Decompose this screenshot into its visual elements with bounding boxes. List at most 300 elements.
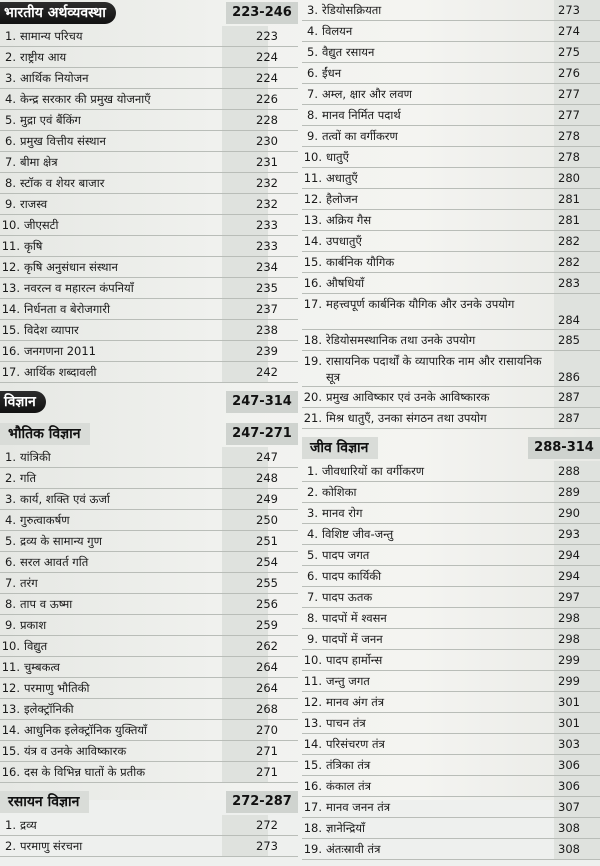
entry-page-number: 228 bbox=[256, 113, 278, 127]
entry-title: आर्थिक नियोजन bbox=[20, 71, 89, 85]
index-entry bbox=[302, 503, 600, 524]
index-entry bbox=[0, 26, 298, 47]
entry-page-number: 277 bbox=[558, 108, 580, 122]
entry-title: सामान्य परिचय bbox=[20, 29, 83, 43]
entry-title: विलयन bbox=[322, 24, 353, 38]
entry-page-number: 251 bbox=[256, 534, 278, 548]
index-entry bbox=[0, 89, 298, 110]
index-entry bbox=[0, 594, 298, 615]
entry-page-number: 233 bbox=[256, 239, 278, 253]
entry-title: पादपों में श्वसन bbox=[322, 611, 387, 625]
left-column bbox=[0, 0, 298, 863]
section-page-range: 223-246 bbox=[226, 2, 298, 24]
entry-title: बीमा क्षेत्र bbox=[20, 155, 58, 169]
index-entry bbox=[0, 152, 298, 173]
index-entry bbox=[0, 531, 298, 552]
entry-number: 4. bbox=[5, 513, 16, 527]
section-header bbox=[0, 0, 298, 26]
entry-number: 9. bbox=[307, 129, 318, 143]
section-page-range: 272-287 bbox=[226, 791, 298, 813]
index-entry bbox=[0, 173, 298, 194]
entry-title: आधुनिक इलेक्ट्रॉनिक युक्तियाँ bbox=[24, 723, 148, 737]
entry-number: 13. bbox=[1, 702, 20, 716]
entry-title: आर्थिक शब्दावली bbox=[24, 365, 97, 379]
entry-title: जनगणना 2011 bbox=[24, 344, 96, 358]
entry-number: 4. bbox=[5, 92, 16, 106]
index-entry bbox=[302, 839, 600, 860]
entry-page-number: 278 bbox=[558, 129, 580, 143]
entry-title: पाचन तंत्र bbox=[326, 716, 366, 730]
entry-title: मानव निर्मित पदार्थ bbox=[322, 108, 401, 122]
entry-title: पादप ऊतक bbox=[322, 590, 373, 604]
entry-title: परिसंचरण तंत्र bbox=[326, 737, 385, 751]
index-entry bbox=[0, 699, 298, 720]
entry-number: 13. bbox=[1, 281, 20, 295]
index-entry bbox=[302, 566, 600, 587]
entry-number: 2. bbox=[5, 50, 16, 64]
entry-page-number: 307 bbox=[558, 800, 580, 814]
entry-number: 16. bbox=[1, 765, 20, 779]
entry-page-number: 235 bbox=[256, 281, 278, 295]
entry-number: 1. bbox=[5, 29, 16, 43]
index-entry bbox=[0, 720, 298, 741]
entry-number: 15. bbox=[303, 758, 322, 772]
entry-number: 20. bbox=[303, 390, 322, 404]
entry-page-number: 306 bbox=[558, 779, 580, 793]
section-header bbox=[0, 421, 298, 447]
entry-title: पादपों में जनन bbox=[322, 632, 383, 646]
section-page-range: 288-314 bbox=[528, 437, 600, 459]
entry-page-number: 288 bbox=[558, 464, 580, 478]
entry-number: 11. bbox=[303, 674, 322, 688]
entry-title: तरंग bbox=[20, 576, 38, 590]
entry-number: 2. bbox=[5, 839, 16, 853]
entry-page-number: 238 bbox=[256, 323, 278, 337]
entry-page-number: 293 bbox=[558, 527, 580, 541]
entry-number: 4. bbox=[307, 24, 318, 38]
entry-title: यंत्र व उनके आविष्कारक bbox=[24, 744, 127, 758]
entry-page-number: 242 bbox=[256, 365, 278, 379]
entry-title: मानव अंग तंत्र bbox=[326, 695, 385, 709]
entry-title: कोशिका bbox=[322, 485, 357, 499]
entry-number: 9. bbox=[5, 618, 16, 632]
entry-page-number: 248 bbox=[256, 471, 278, 485]
entry-number: 19. bbox=[303, 354, 322, 368]
entry-number: 9. bbox=[5, 197, 16, 211]
entry-title: सरल आवर्त गति bbox=[20, 555, 89, 569]
entry-page-number: 301 bbox=[558, 695, 580, 709]
section-page-range: 247-271 bbox=[226, 423, 298, 445]
section-entries bbox=[302, 0, 600, 429]
entry-page-number: 239 bbox=[256, 344, 278, 358]
entry-page-number: 287 bbox=[558, 411, 580, 425]
entry-page-number: 237 bbox=[256, 302, 278, 316]
entry-title: मानव जनन तंत्र bbox=[326, 800, 391, 814]
entry-number: 3. bbox=[307, 506, 318, 520]
entry-title: परमाणु भौतिकी bbox=[24, 681, 90, 695]
entry-number: 1. bbox=[5, 818, 16, 832]
entry-number: 1. bbox=[5, 450, 16, 464]
entry-title: अंतःस्रावी तंत्र bbox=[326, 842, 381, 856]
entry-number: 12. bbox=[303, 192, 322, 206]
entry-number: 5. bbox=[5, 534, 16, 548]
entry-page-number: 299 bbox=[558, 674, 580, 688]
index-entry bbox=[0, 489, 298, 510]
entry-title: अम्ल, क्षार और लवण bbox=[322, 87, 412, 101]
section-title: रसायन विज्ञान bbox=[0, 791, 89, 813]
entry-page-number: 264 bbox=[256, 660, 278, 674]
section-spacer bbox=[0, 857, 298, 863]
index-entry bbox=[302, 84, 600, 105]
entry-number: 13. bbox=[303, 716, 322, 730]
entry-number: 16. bbox=[1, 344, 20, 358]
section-title: भौतिक विज्ञान bbox=[0, 423, 90, 445]
index-entry bbox=[302, 755, 600, 776]
entry-page-number: 289 bbox=[558, 485, 580, 499]
entry-number: 21. bbox=[303, 411, 322, 425]
index-entry bbox=[0, 678, 298, 699]
entry-number: 19. bbox=[303, 842, 322, 856]
entry-page-number: 275 bbox=[558, 45, 580, 59]
entry-page-number: 283 bbox=[558, 276, 580, 290]
entry-title: चुम्बकत्व bbox=[24, 660, 60, 674]
entry-title: धातुएँ bbox=[326, 150, 349, 164]
index-entry bbox=[302, 0, 600, 21]
entry-title: इलेक्ट्रॉनिकी bbox=[24, 702, 74, 716]
entry-page-number: 284 bbox=[558, 313, 580, 327]
entry-page-number: 224 bbox=[256, 50, 278, 64]
index-entry bbox=[302, 461, 600, 482]
entry-title: पादप हार्मोन्स bbox=[326, 653, 383, 667]
entry-page-number: 271 bbox=[256, 765, 278, 779]
index-entry bbox=[302, 105, 600, 126]
entry-title: राजस्व bbox=[20, 197, 48, 211]
entry-title: पादप जगत bbox=[322, 548, 370, 562]
entry-title: रेडियोसक्रियता bbox=[322, 3, 382, 17]
entry-title: राष्ट्रीय आय bbox=[20, 50, 67, 64]
entry-page-number: 308 bbox=[558, 842, 580, 856]
entry-number: 16. bbox=[303, 276, 322, 290]
index-entry bbox=[302, 797, 600, 818]
entry-page-number: 259 bbox=[256, 618, 278, 632]
entry-number: 14. bbox=[1, 302, 20, 316]
entry-title: द्रव्य के सामान्य गुण bbox=[20, 534, 102, 548]
entry-page-number: 232 bbox=[256, 176, 278, 190]
section-entries bbox=[0, 26, 298, 383]
entry-number: 8. bbox=[307, 611, 318, 625]
entry-title: रासायनिक पदार्थों के व्यापारिक नाम और रासायनिक सूत्र bbox=[326, 354, 542, 384]
index-entry bbox=[0, 257, 298, 278]
entry-page-number: 308 bbox=[558, 821, 580, 835]
index-entry bbox=[302, 21, 600, 42]
index-entry bbox=[0, 468, 298, 489]
entry-page-number: 277 bbox=[558, 87, 580, 101]
entry-title: विशिष्ट जीव-जन्तु bbox=[322, 527, 394, 541]
entry-number: 1. bbox=[307, 464, 318, 478]
index-entry bbox=[302, 147, 600, 168]
entry-number: 3. bbox=[307, 3, 318, 17]
entry-number: 14. bbox=[303, 234, 322, 248]
section-title: जीव विज्ञान bbox=[302, 437, 378, 459]
entry-page-number: 282 bbox=[558, 255, 580, 269]
entry-number: 10. bbox=[303, 653, 322, 667]
entry-number: 7. bbox=[5, 155, 16, 169]
entry-page-number: 278 bbox=[558, 150, 580, 164]
index-entry bbox=[302, 482, 600, 503]
entry-title: कार्बनिक यौगिक bbox=[326, 255, 395, 269]
index-entry bbox=[302, 776, 600, 797]
section-header bbox=[0, 389, 298, 415]
entry-title: कंकाल तंत्र bbox=[326, 779, 371, 793]
entry-page-number: 276 bbox=[558, 66, 580, 80]
entry-number: 10. bbox=[1, 218, 20, 232]
section-title: विज्ञान bbox=[0, 391, 46, 413]
entry-page-number: 264 bbox=[256, 681, 278, 695]
entry-page-number: 298 bbox=[558, 632, 580, 646]
entry-number: 17. bbox=[303, 297, 322, 311]
entry-number: 2. bbox=[307, 485, 318, 499]
index-entry bbox=[0, 299, 298, 320]
index-entry bbox=[0, 836, 298, 857]
section-page-range: 247-314 bbox=[226, 391, 298, 413]
index-entry bbox=[302, 273, 600, 294]
entry-title: ईंधन bbox=[322, 66, 342, 80]
entry-page-number: 224 bbox=[256, 71, 278, 85]
index-entry bbox=[302, 387, 600, 408]
index-entry bbox=[0, 362, 298, 383]
entry-page-number: 281 bbox=[558, 213, 580, 227]
section-entries bbox=[0, 447, 298, 783]
entry-page-number: 294 bbox=[558, 569, 580, 583]
entry-title: कार्य, शक्ति एवं ऊर्जा bbox=[20, 492, 110, 506]
index-entry bbox=[302, 210, 600, 231]
entry-number: 11. bbox=[303, 171, 322, 185]
entry-page-number: 271 bbox=[256, 744, 278, 758]
entry-title: प्रमुख आविष्कार एवं उनके आविष्कारक bbox=[326, 390, 490, 404]
index-entry bbox=[302, 692, 600, 713]
entry-number: 15. bbox=[303, 255, 322, 269]
entry-number: 3. bbox=[5, 71, 16, 85]
entry-number: 15. bbox=[1, 323, 20, 337]
index-entry bbox=[302, 168, 600, 189]
entry-number: 18. bbox=[303, 333, 322, 347]
index-entry bbox=[302, 734, 600, 755]
entry-number: 8. bbox=[5, 176, 16, 190]
index-entry bbox=[302, 351, 600, 387]
index-entry bbox=[0, 510, 298, 531]
entry-page-number: 274 bbox=[558, 24, 580, 38]
entry-number: 5. bbox=[307, 548, 318, 562]
entry-page-number: 232 bbox=[256, 197, 278, 211]
entry-number: 15. bbox=[1, 744, 20, 758]
index-entry bbox=[0, 131, 298, 152]
entry-page-number: 234 bbox=[256, 260, 278, 274]
index-entry bbox=[0, 615, 298, 636]
entry-title: ताप व ऊष्मा bbox=[20, 597, 73, 611]
index-entry bbox=[302, 608, 600, 629]
entry-number: 12. bbox=[303, 695, 322, 709]
entry-page-number: 268 bbox=[256, 702, 278, 716]
index-entry bbox=[302, 126, 600, 147]
section-header bbox=[0, 789, 298, 815]
index-entry bbox=[0, 215, 298, 236]
entry-number: 9. bbox=[307, 632, 318, 646]
entry-page-number: 281 bbox=[558, 192, 580, 206]
index-entry bbox=[0, 762, 298, 783]
index-entry bbox=[302, 671, 600, 692]
index-entry bbox=[302, 587, 600, 608]
entry-title: तत्वों का वर्गीकरण bbox=[322, 129, 398, 143]
section-title: भारतीय अर्थव्यवस्था bbox=[0, 2, 116, 24]
index-entry bbox=[0, 657, 298, 678]
entry-page-number: 255 bbox=[256, 576, 278, 590]
entry-number: 11. bbox=[1, 660, 20, 674]
index-entry bbox=[302, 294, 600, 330]
index-entry bbox=[302, 408, 600, 429]
entry-title: औषधियाँ bbox=[326, 276, 365, 290]
entry-title: द्रव्य bbox=[20, 818, 37, 832]
entry-number: 6. bbox=[5, 134, 16, 148]
entry-number: 6. bbox=[307, 569, 318, 583]
entry-page-number: 262 bbox=[256, 639, 278, 653]
entry-title: यांत्रिकी bbox=[20, 450, 51, 464]
entry-page-number: 303 bbox=[558, 737, 580, 751]
index-entry bbox=[302, 524, 600, 545]
index-entry bbox=[302, 650, 600, 671]
index-entry bbox=[0, 341, 298, 362]
index-entry bbox=[0, 636, 298, 657]
entry-title: पादप कार्यिकी bbox=[322, 569, 382, 583]
entry-page-number: 231 bbox=[256, 155, 278, 169]
entry-title: विद्युत bbox=[24, 639, 48, 653]
section-spacer bbox=[302, 860, 600, 866]
entry-title: कृषि अनुसंधान संस्थान bbox=[24, 260, 118, 274]
entry-page-number: 223 bbox=[256, 29, 278, 43]
entry-title: नवरत्न व महारत्न कंपनियाँ bbox=[24, 281, 134, 295]
entry-number: 6. bbox=[5, 555, 16, 569]
entry-number: 12. bbox=[1, 260, 20, 274]
entry-number: 12. bbox=[1, 681, 20, 695]
index-entry bbox=[302, 330, 600, 351]
entry-title: जीवधारियों का वर्गीकरण bbox=[322, 464, 425, 478]
entry-number: 4. bbox=[307, 527, 318, 541]
index-entry bbox=[0, 552, 298, 573]
entry-page-number: 287 bbox=[558, 390, 580, 404]
entry-number: 18. bbox=[303, 821, 322, 835]
section-entries bbox=[302, 461, 600, 860]
entry-title: अधातुएँ bbox=[326, 171, 358, 185]
index-entry bbox=[0, 47, 298, 68]
entry-number: 8. bbox=[5, 597, 16, 611]
entry-number: 10. bbox=[1, 639, 20, 653]
index-entry bbox=[0, 573, 298, 594]
entry-title: गति bbox=[20, 471, 37, 485]
index-entry bbox=[0, 194, 298, 215]
entry-page-number: 233 bbox=[256, 218, 278, 232]
entry-page-number: 273 bbox=[558, 3, 580, 17]
entry-number: 7. bbox=[5, 576, 16, 590]
section-header bbox=[302, 435, 600, 461]
entry-page-number: 249 bbox=[256, 492, 278, 506]
index-entry bbox=[0, 278, 298, 299]
entry-page-number: 299 bbox=[558, 653, 580, 667]
entry-page-number: 294 bbox=[558, 548, 580, 562]
index-entry bbox=[302, 231, 600, 252]
entry-number: 5. bbox=[307, 45, 318, 59]
entry-page-number: 254 bbox=[256, 555, 278, 569]
entry-title: रेडियोसमस्थानिक तथा उनके उपयोग bbox=[326, 333, 476, 347]
entry-number: 17. bbox=[303, 800, 322, 814]
entry-number: 5. bbox=[5, 113, 16, 127]
index-entry bbox=[0, 110, 298, 131]
index-entry bbox=[302, 545, 600, 566]
index-entry bbox=[302, 189, 600, 210]
entry-title: उपधातुएँ bbox=[326, 234, 362, 248]
entry-page-number: 286 bbox=[558, 370, 580, 384]
entry-page-number: 290 bbox=[558, 506, 580, 520]
entry-number: 17. bbox=[1, 365, 20, 379]
entry-title: केन्द्र सरकार की प्रमुख योजनाएँ bbox=[20, 92, 151, 106]
index-entry bbox=[0, 741, 298, 762]
entry-page-number: 256 bbox=[256, 597, 278, 611]
entry-page-number: 273 bbox=[256, 839, 278, 853]
section-entries bbox=[0, 815, 298, 857]
entry-title: गुरुत्वाकर्षण bbox=[20, 513, 70, 527]
entry-title: जीएसटी bbox=[24, 218, 59, 232]
entry-title: निर्धनता व बेरोजगारी bbox=[24, 302, 110, 316]
entry-page-number: 247 bbox=[256, 450, 278, 464]
index-entry bbox=[302, 713, 600, 734]
entry-page-number: 297 bbox=[558, 590, 580, 604]
entry-page-number: 282 bbox=[558, 234, 580, 248]
entry-number: 10. bbox=[303, 150, 322, 164]
entry-title: जन्तु जगत bbox=[326, 674, 370, 688]
entry-title: परमाणु संरचना bbox=[20, 839, 83, 853]
index-entry bbox=[302, 629, 600, 650]
index-entry bbox=[302, 252, 600, 273]
entry-number: 14. bbox=[1, 723, 20, 737]
entry-page-number: 226 bbox=[256, 92, 278, 106]
entry-page-number: 230 bbox=[256, 134, 278, 148]
entry-title: हैलोजन bbox=[326, 192, 358, 206]
index-entry bbox=[302, 42, 600, 63]
entry-number: 8. bbox=[307, 108, 318, 122]
index-entry bbox=[302, 63, 600, 84]
entry-title: दस के विभिन्न घातों के प्रतीक bbox=[24, 765, 146, 779]
entry-title: तंत्रिका तंत्र bbox=[326, 758, 371, 772]
entry-number: 11. bbox=[1, 239, 20, 253]
entry-title: ज्ञानेन्द्रियाँ bbox=[326, 821, 366, 835]
entry-number: 2. bbox=[5, 471, 16, 485]
entry-title: मिश्र धातुएँ, उनका संगठन तथा उपयोग bbox=[326, 411, 487, 425]
entry-title: प्रकाश bbox=[20, 618, 47, 632]
entry-title: स्टॉक व शेयर बाजार bbox=[20, 176, 105, 190]
entry-number: 16. bbox=[303, 779, 322, 793]
entry-title: अक्रिय गैस bbox=[326, 213, 372, 227]
entry-number: 13. bbox=[303, 213, 322, 227]
entry-title: कृषि bbox=[24, 239, 43, 253]
entry-page-number: 280 bbox=[558, 171, 580, 185]
entry-page-number: 301 bbox=[558, 716, 580, 730]
entry-title: मुद्रा एवं बैंकिंग bbox=[20, 113, 81, 127]
index-entry bbox=[0, 815, 298, 836]
entry-page-number: 298 bbox=[558, 611, 580, 625]
entry-title: महत्त्वपूर्ण कार्बनिक यौगिक और उनके उपयोग bbox=[326, 297, 515, 311]
entry-page-number: 272 bbox=[256, 818, 278, 832]
index-entry bbox=[0, 447, 298, 468]
entry-page-number: 285 bbox=[558, 333, 580, 347]
index-entry bbox=[0, 236, 298, 257]
